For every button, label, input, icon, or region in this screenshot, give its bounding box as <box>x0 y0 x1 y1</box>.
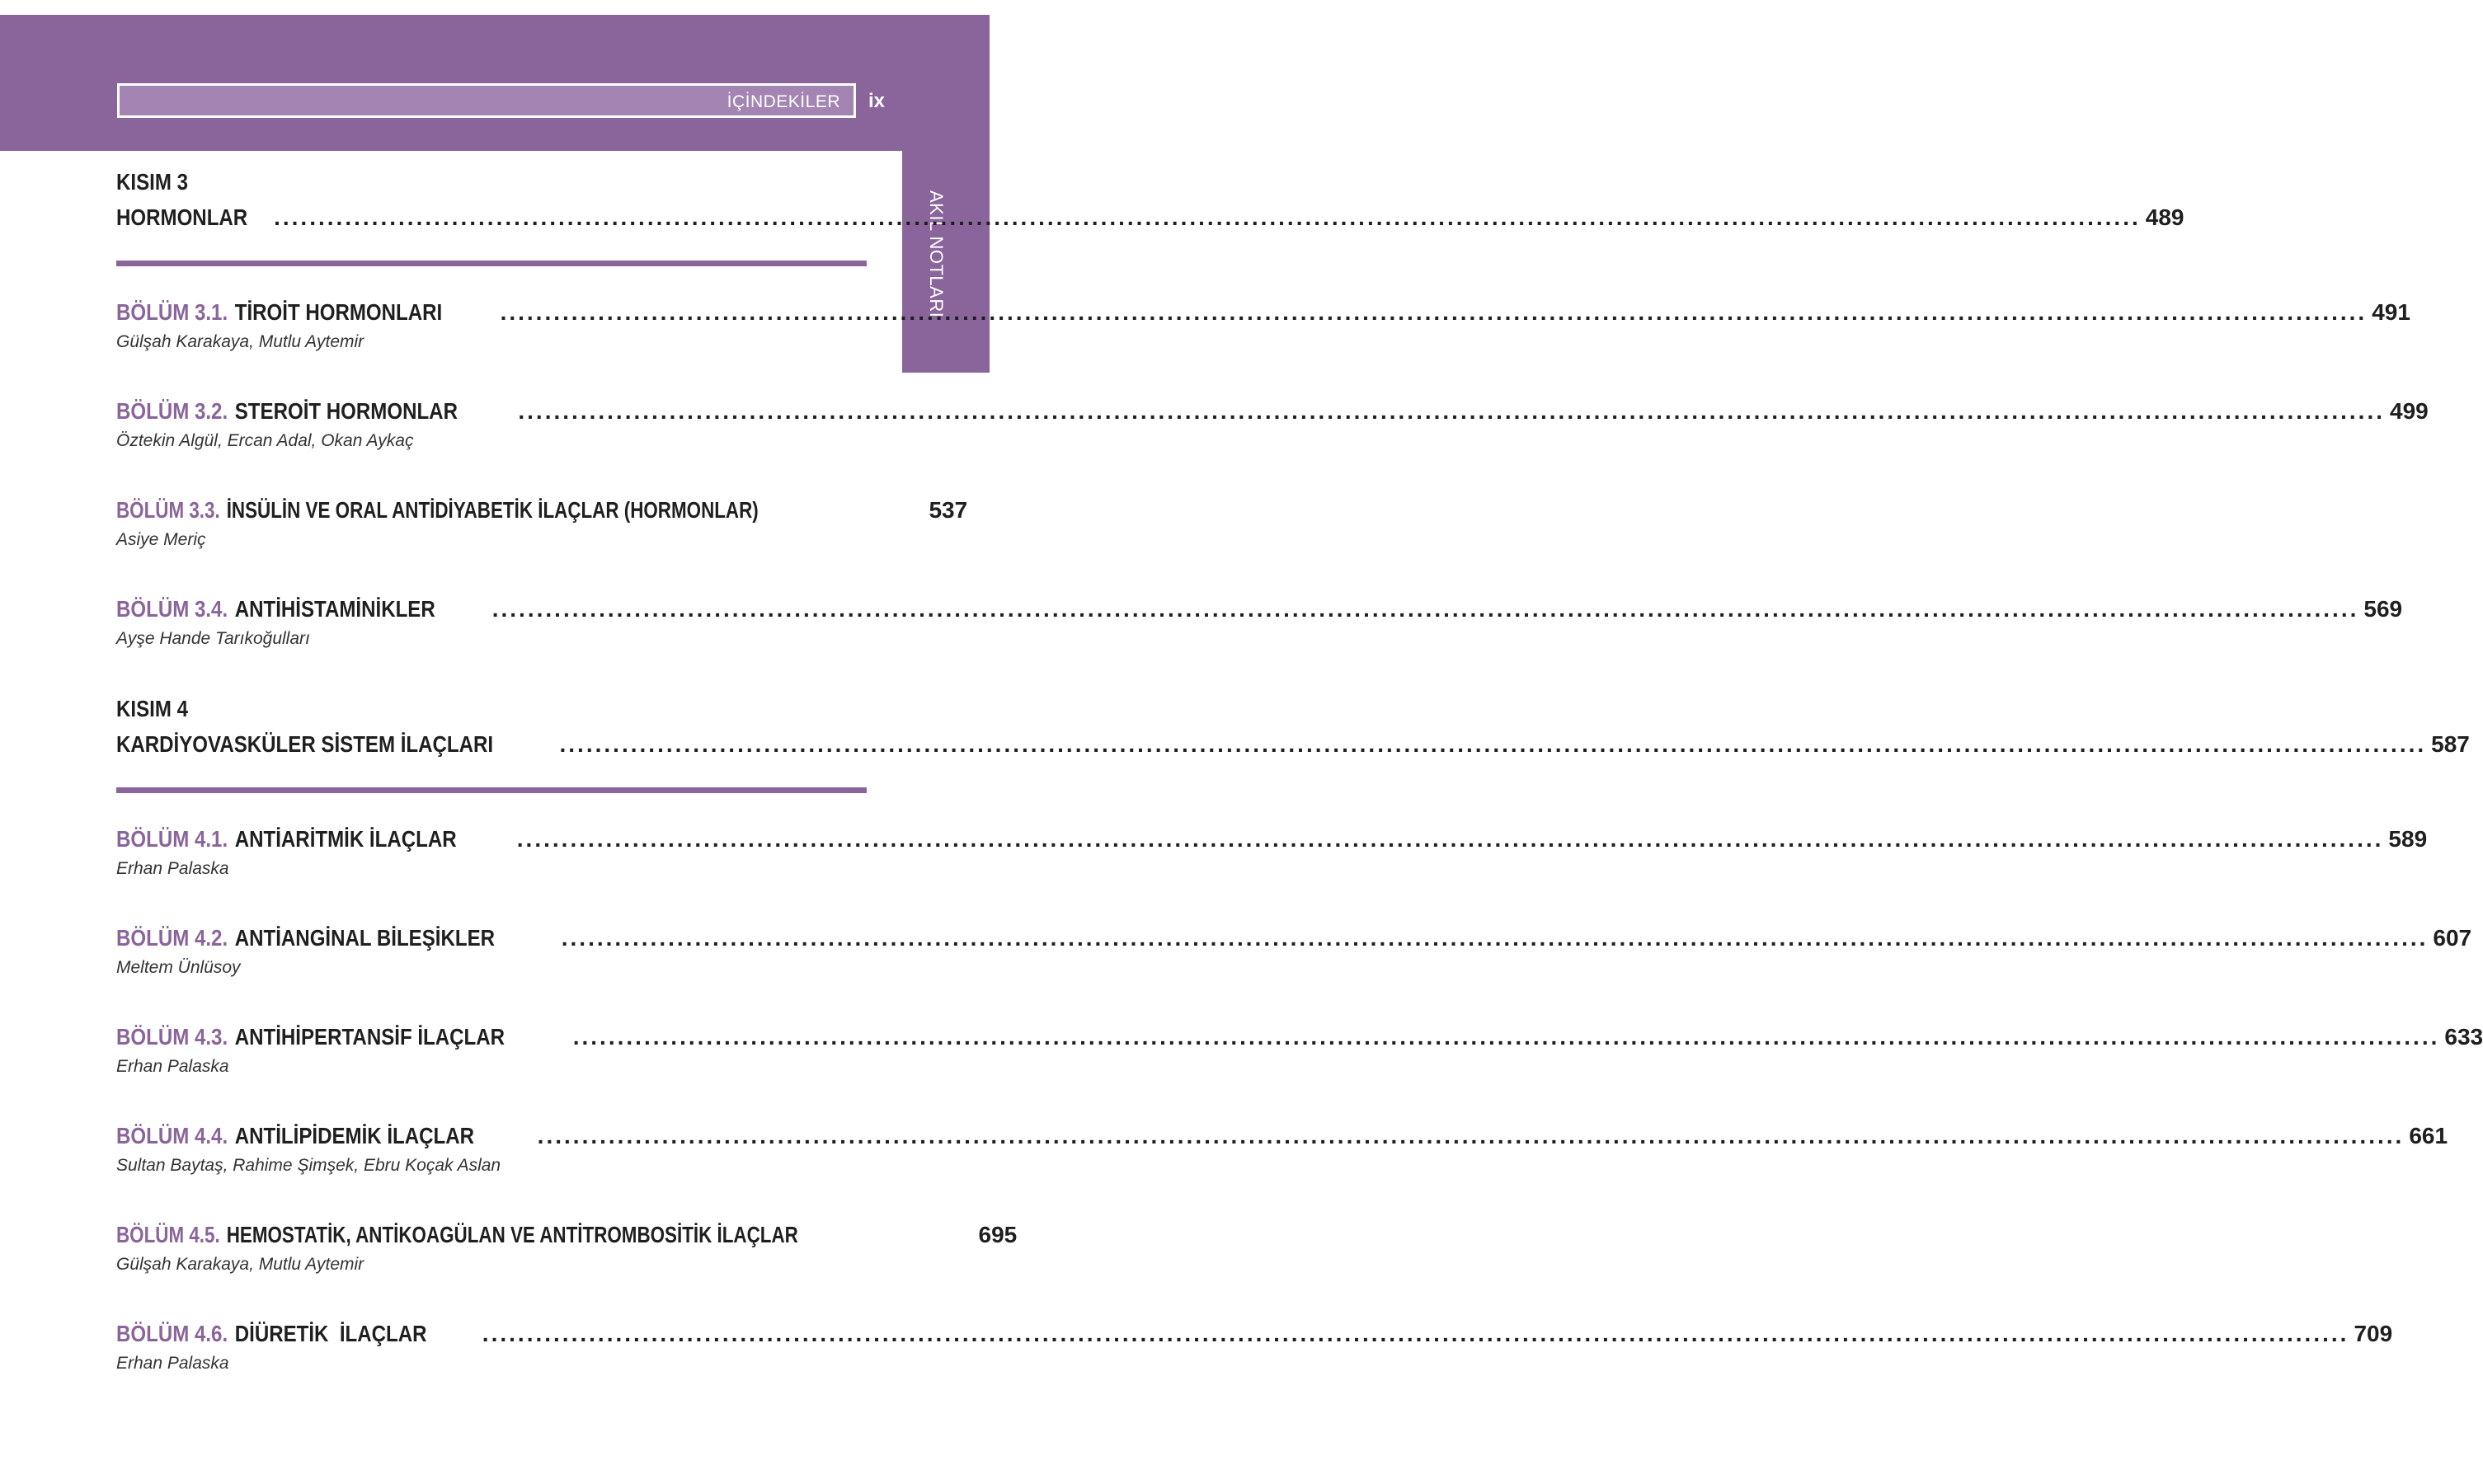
chapter-entry[interactable] <box>116 821 2428 881</box>
chapter-number: BÖLÜM 4.2. <box>116 925 228 951</box>
leader-dots <box>562 920 2429 956</box>
chapter-authors: Gülşah Karakaya, Mutlu Aytemir <box>116 1255 364 1274</box>
header-title-box <box>117 83 856 118</box>
leader-dots <box>538 1118 2405 1154</box>
chapter-entry[interactable] <box>116 591 2403 650</box>
part-title-line[interactable] <box>116 726 2470 763</box>
chapter-line <box>116 393 2429 430</box>
leader-dots <box>274 200 2141 236</box>
chapter-authors: Meltem Ünlüsoy <box>116 958 241 977</box>
chapter-line <box>116 1316 2393 1352</box>
part-label: KISIM 4 <box>116 696 188 721</box>
chapter-entry[interactable] <box>116 393 2429 453</box>
chapter-number: BÖLÜM 4.5. <box>116 1222 220 1247</box>
page-number: ix <box>868 90 886 112</box>
leader-dots <box>518 393 2385 430</box>
chapter-title: STEROİT HORMONLAR <box>234 398 458 424</box>
chapter-title: DİÜRETİK İLAÇLAR <box>234 1321 427 1346</box>
leader-dots <box>501 294 2368 331</box>
chapter-line <box>116 294 2410 331</box>
page-ref: 589 <box>2388 826 2428 852</box>
chapter-entry[interactable] <box>116 1019 2483 1078</box>
page-ref: 489 <box>2145 204 2184 230</box>
chapter-number: BÖLÜM 3.2. <box>116 398 228 424</box>
part-divider <box>116 261 867 266</box>
chapter-entry[interactable] <box>116 1316 2393 1375</box>
leader-dots <box>573 1019 2440 1055</box>
leader-dots <box>560 726 2427 763</box>
chapter-number: BÖLÜM 3.1. <box>116 299 228 325</box>
chapter-authors: Gülşah Karakaya, Mutlu Aytemir <box>116 332 364 351</box>
page-ref: 491 <box>2372 299 2410 325</box>
chapter-title: ANTİHİSTAMİNİKLER <box>234 596 435 622</box>
chapter-number: BÖLÜM 4.1. <box>116 826 228 852</box>
chapter-entry[interactable] <box>116 920 2472 979</box>
chapter-entry[interactable] <box>116 492 968 552</box>
chapter-line <box>116 492 968 528</box>
page-ref: 607 <box>2433 925 2472 951</box>
side-tab-label: AKIL NOTLARI <box>926 190 947 318</box>
chapter-authors: Ayşe Hande Tarıkoğulları <box>116 629 310 648</box>
page-ref: 709 <box>2354 1321 2393 1346</box>
chapter-number: BÖLÜM 3.3. <box>116 497 220 523</box>
chapter-number: BÖLÜM 3.4. <box>116 596 228 622</box>
leader-dots <box>517 821 2384 857</box>
chapter-authors: Sultan Baytaş, Rahime Şimşek, Ebru Koçak Aslan <box>116 1156 501 1175</box>
chapter-number: BÖLÜM 4.6. <box>116 1321 228 1346</box>
page-ref: 633 <box>2444 1024 2483 1050</box>
side-tab <box>902 151 990 373</box>
part-title: HORMONLAR <box>116 204 248 230</box>
chapter-line <box>116 1118 2448 1154</box>
chapter-line <box>116 591 2403 627</box>
chapter-authors: Erhan Palaska <box>116 1057 229 1076</box>
chapter-title: ANTİANGİNAL BİLEŞİKLER <box>234 925 496 951</box>
leader-dots <box>482 1316 2349 1352</box>
part-title: KARDİYOVASKÜLER SİSTEM İLAÇLARI <box>116 731 494 757</box>
chapter-title: HEMOSTATİK, ANTİKOAGÜLAN VE ANTİTROMBOSİTİK İLAÇLAR <box>226 1222 798 1247</box>
chapter-authors: Öztekin Algül, Ercan Adal, Okan Aykaç <box>116 431 414 450</box>
chapter-number: BÖLÜM 4.4. <box>116 1123 228 1148</box>
chapter-authors: Erhan Palaska <box>116 859 229 878</box>
part-divider <box>116 787 867 793</box>
page-ref: 569 <box>2363 596 2403 622</box>
part-label: KISIM 3 <box>116 169 188 195</box>
header-title: İÇİNDEKİLER <box>727 92 840 111</box>
page-ref: 537 <box>929 497 968 523</box>
chapter-title: ANTİHİPERTANSİF İLAÇLAR <box>234 1024 506 1050</box>
chapter-entry[interactable] <box>116 294 2410 354</box>
leader-dots <box>492 591 2359 627</box>
chapter-title: ANTİARİTMİK İLAÇLAR <box>234 826 457 852</box>
chapter-title: İNSÜLİN VE ORAL ANTİDİYABETİK İLAÇLAR (HORMONLAR) <box>226 497 759 523</box>
chapter-title: TİROİT HORMONLARI <box>234 299 443 325</box>
chapter-number: BÖLÜM 4.3. <box>116 1024 228 1050</box>
chapter-title: ANTİLİPİDEMİK İLAÇLAR <box>234 1123 475 1148</box>
chapter-line <box>116 821 2428 857</box>
chapter-authors: Erhan Palaska <box>116 1354 229 1373</box>
chapter-entry[interactable] <box>116 1118 2448 1177</box>
chapter-line <box>116 1019 2483 1055</box>
chapter-authors: Asiye Meriç <box>116 530 206 549</box>
page-ref: 661 <box>2409 1123 2448 1148</box>
page-ref: 587 <box>2431 731 2470 757</box>
chapter-entry[interactable] <box>116 1217 1018 1276</box>
page-ref: 499 <box>2390 398 2429 424</box>
part-title-line[interactable] <box>116 200 2184 236</box>
chapter-line <box>116 920 2472 956</box>
part-4 <box>116 692 2483 1375</box>
page-ref: 695 <box>978 1222 1018 1247</box>
chapter-line <box>116 1217 1018 1253</box>
